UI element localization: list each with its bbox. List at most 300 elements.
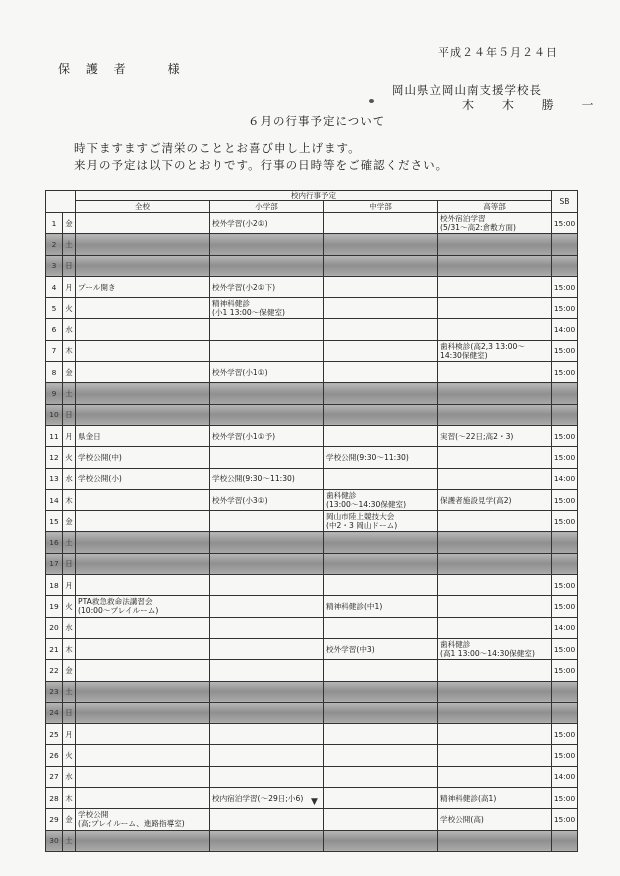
weekday-cell-text: 月 — [65, 431, 73, 441]
weekday-cell-text: 火 — [65, 751, 73, 761]
all-school-cell — [76, 766, 210, 787]
all-school-cell-text: 県金日 — [78, 431, 101, 441]
elementary-cell — [210, 298, 324, 319]
junior-high-cell — [324, 830, 438, 851]
elementary-cell — [210, 660, 324, 681]
junior-high-cell — [324, 468, 438, 489]
weekday-cell — [63, 788, 76, 809]
elementary-cell — [210, 362, 324, 383]
senior-high-cell — [438, 830, 552, 851]
all-school-cell — [76, 702, 210, 723]
table-row — [46, 553, 578, 574]
senior-high-cell — [438, 340, 552, 361]
all-school-cell — [76, 340, 210, 361]
schedule-table — [45, 190, 578, 852]
day-cell — [46, 213, 63, 234]
weekday-cell-text: 木 — [65, 644, 73, 654]
junior-high-cell — [324, 425, 438, 446]
sb-time-cell — [552, 213, 578, 234]
day-cell — [46, 319, 63, 340]
elementary-cell — [210, 532, 324, 553]
table-row — [46, 532, 578, 553]
sb-time-cell — [552, 724, 578, 745]
day-cell-text: 12 — [49, 452, 59, 462]
elementary-cell — [210, 404, 324, 425]
day-cell — [46, 489, 63, 510]
elementary-cell — [210, 234, 324, 255]
senior-high-cell — [438, 745, 552, 766]
weekday-cell-text: 日 — [65, 708, 73, 718]
table-row — [46, 213, 578, 234]
all-school-cell — [76, 617, 210, 638]
sb-time-cell — [552, 532, 578, 553]
sb-time-cell — [552, 276, 578, 297]
table-row — [46, 276, 578, 297]
table-row — [46, 596, 578, 617]
junior-high-cell-text: 歯科健診 (13:00～14:30保健室) — [326, 491, 407, 509]
senior-high-cell — [438, 553, 552, 574]
day-cell-text: 15 — [49, 516, 59, 526]
weekday-cell — [63, 298, 76, 319]
weekday-cell — [63, 596, 76, 617]
elementary-cell — [210, 213, 324, 234]
elementary-cell — [210, 447, 324, 468]
day-cell — [46, 447, 63, 468]
sb-time-cell-text: 15:00 — [553, 367, 576, 377]
elementary-cell-text: 校外学習(小1①予) — [212, 431, 276, 441]
weekday-cell-text: 木 — [65, 793, 73, 803]
weekday-cell-text: 金 — [65, 218, 73, 228]
weekday-cell-text: 火 — [65, 452, 73, 462]
senior-high-cell — [438, 511, 552, 532]
all-school-cell-text: 学校公開(中) — [78, 452, 122, 462]
day-cell — [46, 468, 63, 489]
elementary-cell — [210, 766, 324, 787]
day-cell-text: 26 — [49, 751, 59, 761]
all-school-cell-text: 学校公開 (高;プレイルーム、進路指導室) — [78, 810, 185, 829]
all-school-cell — [76, 809, 210, 830]
senior-high-cell — [438, 532, 552, 553]
table-row — [46, 362, 578, 383]
elementary-cell — [210, 702, 324, 723]
sb-time-cell — [552, 766, 578, 787]
junior-high-cell — [324, 234, 438, 255]
sb-time-cell — [552, 234, 578, 255]
day-cell-text: 17 — [49, 559, 59, 569]
all-school-cell-text: 学校公開(小) — [78, 474, 122, 484]
sb-time-cell — [552, 425, 578, 446]
day-cell-text: 7 — [51, 346, 57, 356]
group-header: 校内行事予定 — [76, 191, 552, 201]
all-school-cell — [76, 213, 210, 234]
table-row — [46, 319, 578, 340]
all-school-cell — [76, 447, 210, 468]
weekday-cell — [63, 553, 76, 574]
table-row — [46, 638, 578, 659]
sb-time-cell — [552, 809, 578, 830]
weekday-cell-text: 木 — [65, 495, 73, 505]
greeting-line-1: 時下ますますご清栄のこととお喜び申し上げます。 — [74, 141, 361, 155]
senior-high-cell — [438, 255, 552, 276]
junior-high-cell — [324, 532, 438, 553]
sb-time-cell — [552, 489, 578, 510]
day-cell-text: 2 — [51, 239, 57, 249]
sb-time-cell-text: 14:00 — [553, 474, 576, 484]
all-school-cell — [76, 681, 210, 702]
table-row — [46, 425, 578, 446]
weekday-cell — [63, 532, 76, 553]
sb-time-cell-text: 15:00 — [553, 751, 576, 761]
sb-time-cell-text: 14:00 — [553, 623, 576, 633]
weekday-cell-text: 金 — [65, 367, 73, 377]
day-cell — [46, 404, 63, 425]
all-school-cell — [76, 404, 210, 425]
weekday-cell-text: 土 — [65, 836, 73, 846]
all-school-cell — [76, 319, 210, 340]
scan-speck — [369, 99, 374, 103]
sb-time-cell-text: 14:00 — [553, 772, 576, 782]
elementary-cell — [210, 809, 324, 830]
day-cell — [46, 298, 63, 319]
column-header-junior-high: 中学部 — [324, 201, 438, 213]
elementary-cell-text: 校外学習(小3①) — [212, 495, 268, 505]
table-row — [46, 724, 578, 745]
elementary-cell — [210, 383, 324, 404]
all-school-cell — [76, 362, 210, 383]
senior-high-cell — [438, 276, 552, 297]
weekday-cell — [63, 276, 76, 297]
weekday-cell — [63, 617, 76, 638]
table-row — [46, 830, 578, 851]
weekday-cell-text: 火 — [65, 303, 73, 313]
sender-name: 木 木 勝 一 — [462, 98, 606, 112]
weekday-cell — [63, 213, 76, 234]
weekday-cell-text: 火 — [65, 601, 73, 611]
all-school-cell — [76, 575, 210, 596]
day-cell-text: 18 — [49, 580, 59, 590]
weekday-cell-text: 土 — [65, 239, 73, 249]
table-row — [46, 511, 578, 532]
senior-high-cell — [438, 362, 552, 383]
sb-time-cell — [552, 575, 578, 596]
elementary-cell — [210, 745, 324, 766]
senior-high-cell — [438, 788, 552, 809]
table-row — [46, 340, 578, 361]
elementary-cell-text: 精神科健診 (小1 13:00～保健室) — [212, 299, 286, 318]
weekday-cell — [63, 745, 76, 766]
table-row — [46, 404, 578, 425]
sb-time-cell — [552, 511, 578, 532]
table-row — [46, 298, 578, 319]
weekday-cell-text: 土 — [65, 538, 73, 548]
weekday-cell-text: 月 — [65, 729, 73, 739]
junior-high-cell — [324, 596, 438, 617]
sb-time-cell — [552, 383, 578, 404]
weekday-cell-text: 月 — [65, 282, 73, 292]
weekday-cell — [63, 340, 76, 361]
all-school-cell-text: PTA救急救命法講習会 (10:00～プレイルーム) — [78, 597, 159, 616]
table-row — [46, 681, 578, 702]
junior-high-cell — [324, 617, 438, 638]
senior-high-cell — [438, 724, 552, 745]
day-cell-text: 22 — [49, 665, 59, 675]
weekday-cell-text: 金 — [65, 516, 73, 526]
weekday-cell — [63, 766, 76, 787]
day-cell-text: 11 — [49, 431, 59, 441]
junior-high-cell — [324, 489, 438, 510]
table-row — [46, 234, 578, 255]
weekday-cell — [63, 425, 76, 446]
all-school-cell-text: プール開き — [78, 282, 116, 292]
table-row — [46, 447, 578, 468]
day-cell-text: 5 — [51, 303, 57, 313]
day-cell-text: 24 — [49, 708, 59, 718]
junior-high-cell — [324, 745, 438, 766]
elementary-cell — [210, 319, 324, 340]
senior-high-cell — [438, 404, 552, 425]
table-row — [46, 702, 578, 723]
greeting-line-2: 来月の予定は以下のとおりです。行事の日時等をご確認ください。 — [74, 158, 449, 172]
sb-time-cell — [552, 596, 578, 617]
table-row — [46, 617, 578, 638]
weekday-cell — [63, 234, 76, 255]
elementary-cell — [210, 255, 324, 276]
junior-high-cell — [324, 404, 438, 425]
all-school-cell — [76, 234, 210, 255]
weekday-cell-text: 日 — [65, 261, 73, 271]
senior-high-cell-text: 歯科検診(高2,3 13:00～ 14:30保健室) — [440, 341, 525, 360]
day-cell — [46, 255, 63, 276]
day-cell-text: 8 — [51, 367, 57, 377]
sb-time-cell-text: 15:00 — [553, 580, 576, 590]
weekday-cell — [63, 575, 76, 596]
senior-high-cell — [438, 596, 552, 617]
day-cell — [46, 425, 63, 446]
junior-high-cell — [324, 362, 438, 383]
senior-high-cell — [438, 319, 552, 340]
all-school-cell — [76, 638, 210, 659]
senior-high-cell — [438, 617, 552, 638]
sb-time-cell-text: 15:00 — [553, 644, 576, 654]
elementary-cell — [210, 340, 324, 361]
sender-organization: 岡山県立岡山南支援学校長 — [392, 83, 542, 97]
all-school-cell — [76, 425, 210, 446]
elementary-cell — [210, 617, 324, 638]
day-cell — [46, 638, 63, 659]
senior-high-cell-text: 校外宿泊学習 (5/31～高2:倉敷方面) — [440, 214, 516, 233]
weekday-cell — [63, 489, 76, 510]
sb-time-cell — [552, 745, 578, 766]
day-cell-text: 28 — [49, 793, 59, 803]
all-school-cell — [76, 724, 210, 745]
sb-time-cell — [552, 468, 578, 489]
table-row — [46, 489, 578, 510]
junior-high-cell — [324, 702, 438, 723]
elementary-cell-text: 校内宿泊学習(～29日;小6) — [212, 793, 304, 803]
day-cell — [46, 788, 63, 809]
elementary-cell-text: 校外学習(小2①) — [212, 218, 268, 228]
weekday-cell — [63, 681, 76, 702]
all-school-cell — [76, 532, 210, 553]
senior-high-cell-text: 学校公開(高) — [440, 814, 484, 824]
weekday-cell-text: 日 — [65, 410, 73, 420]
senior-high-cell — [438, 234, 552, 255]
day-cell-text: 10 — [49, 410, 59, 420]
day-cell-text: 19 — [49, 601, 59, 611]
weekday-cell — [63, 724, 76, 745]
day-cell-text: 13 — [49, 474, 59, 484]
junior-high-cell — [324, 660, 438, 681]
day-cell-text: 29 — [49, 814, 59, 824]
day-cell — [46, 276, 63, 297]
junior-high-cell-text: 岡山市陸上競技大会 (中2・3 岡山ドーム) — [326, 512, 398, 531]
recipient: 保 護 者 様 — [58, 62, 186, 76]
weekday-cell — [63, 702, 76, 723]
sb-time-cell-text: 15:00 — [553, 495, 576, 505]
senior-high-cell — [438, 681, 552, 702]
weekday-cell — [63, 638, 76, 659]
sb-time-cell — [552, 404, 578, 425]
weekday-cell-text: 木 — [65, 346, 73, 356]
sb-time-cell — [552, 255, 578, 276]
sb-time-cell — [552, 660, 578, 681]
weekday-cell-text: 月 — [65, 580, 73, 590]
all-school-cell — [76, 660, 210, 681]
weekday-cell — [63, 362, 76, 383]
sb-time-cell-text: 15:00 — [553, 218, 576, 228]
junior-high-cell — [324, 298, 438, 319]
day-cell-text: 14 — [49, 495, 59, 505]
all-school-cell — [76, 489, 210, 510]
day-cell — [46, 724, 63, 745]
sb-time-cell-text: 14:00 — [553, 325, 576, 335]
junior-high-cell — [324, 447, 438, 468]
elementary-cell — [210, 511, 324, 532]
sb-time-cell — [552, 681, 578, 702]
junior-high-cell-text: 校外学習(中3) — [326, 644, 375, 654]
day-cell-text: 3 — [51, 261, 57, 271]
weekday-cell — [63, 383, 76, 404]
junior-high-cell — [324, 575, 438, 596]
elementary-cell — [210, 489, 324, 510]
elementary-cell — [210, 681, 324, 702]
weekday-cell-text: 土 — [65, 687, 73, 697]
day-cell — [46, 745, 63, 766]
senior-high-cell — [438, 447, 552, 468]
all-school-cell — [76, 383, 210, 404]
senior-high-cell — [438, 702, 552, 723]
weekday-cell — [63, 404, 76, 425]
weekday-cell-text: 金 — [65, 814, 73, 824]
day-cell-text: 27 — [49, 772, 59, 782]
sb-time-cell-text: 15:00 — [553, 516, 576, 526]
senior-high-cell-text: 歯科健診 (高1 13:00～14:30保健室) — [440, 640, 535, 659]
sb-time-cell-text: 15:00 — [553, 431, 576, 441]
elementary-cell-text: 校外学習(小1①) — [212, 367, 268, 377]
day-cell — [46, 596, 63, 617]
table-row — [46, 745, 578, 766]
sb-time-cell-text: 15:00 — [553, 452, 576, 462]
weekday-cell-text: 土 — [65, 389, 73, 399]
sb-time-cell-text: 15:00 — [553, 665, 576, 675]
day-cell-text: 30 — [49, 836, 59, 846]
junior-high-cell — [324, 319, 438, 340]
senior-high-cell — [438, 575, 552, 596]
elementary-cell — [210, 276, 324, 297]
senior-high-cell — [438, 638, 552, 659]
weekday-cell-text: 日 — [65, 559, 73, 569]
junior-high-cell — [324, 511, 438, 532]
weekday-cell — [63, 511, 76, 532]
weekday-cell — [63, 809, 76, 830]
weekday-cell-text: 金 — [65, 665, 73, 675]
all-school-cell — [76, 745, 210, 766]
sb-time-cell-text: 15:00 — [553, 793, 576, 803]
junior-high-cell — [324, 255, 438, 276]
senior-high-cell-text: 保護者施設見学(高2) — [440, 495, 512, 505]
all-school-cell — [76, 788, 210, 809]
sb-time-cell — [552, 788, 578, 809]
sb-time-cell-text: 15:00 — [553, 814, 576, 824]
sb-time-cell-text: 15:00 — [553, 601, 576, 611]
senior-high-cell — [438, 383, 552, 404]
elementary-cell — [210, 468, 324, 489]
day-cell — [46, 617, 63, 638]
junior-high-cell — [324, 340, 438, 361]
weekday-cell-text: 水 — [65, 325, 73, 335]
senior-high-cell — [438, 766, 552, 787]
junior-high-cell — [324, 276, 438, 297]
all-school-cell — [76, 468, 210, 489]
weekday-cell — [63, 255, 76, 276]
senior-high-cell-text: 精神科健診(高1) — [440, 793, 497, 803]
schedule-body — [46, 213, 578, 852]
senior-high-cell — [438, 660, 552, 681]
day-cell-text: 16 — [49, 538, 59, 548]
sb-time-cell — [552, 298, 578, 319]
elementary-cell — [210, 724, 324, 745]
day-cell-text: 1 — [51, 218, 57, 228]
elementary-cell — [210, 596, 324, 617]
day-cell — [46, 383, 63, 404]
sb-time-cell — [552, 617, 578, 638]
sb-time-cell — [552, 319, 578, 340]
column-header-elementary: 小学部 — [210, 201, 324, 213]
junior-high-cell — [324, 809, 438, 830]
date-header — [46, 191, 76, 213]
table-row — [46, 766, 578, 787]
day-cell — [46, 809, 63, 830]
sb-time-cell — [552, 553, 578, 574]
elementary-cell — [210, 788, 324, 809]
senior-high-cell — [438, 489, 552, 510]
all-school-cell — [76, 255, 210, 276]
elementary-cell — [210, 575, 324, 596]
day-cell — [46, 660, 63, 681]
weekday-cell — [63, 319, 76, 340]
day-cell — [46, 702, 63, 723]
day-cell-text: 21 — [49, 644, 59, 654]
day-cell — [46, 681, 63, 702]
sb-time-cell — [552, 702, 578, 723]
weekday-cell-text: 水 — [65, 772, 73, 782]
elementary-cell-text: 校外学習(小2①下) — [212, 282, 276, 292]
sb-time-cell-text: 15:00 — [553, 346, 576, 356]
junior-high-cell — [324, 681, 438, 702]
senior-high-cell — [438, 809, 552, 830]
day-cell — [46, 532, 63, 553]
day-cell-text: 6 — [51, 325, 57, 335]
